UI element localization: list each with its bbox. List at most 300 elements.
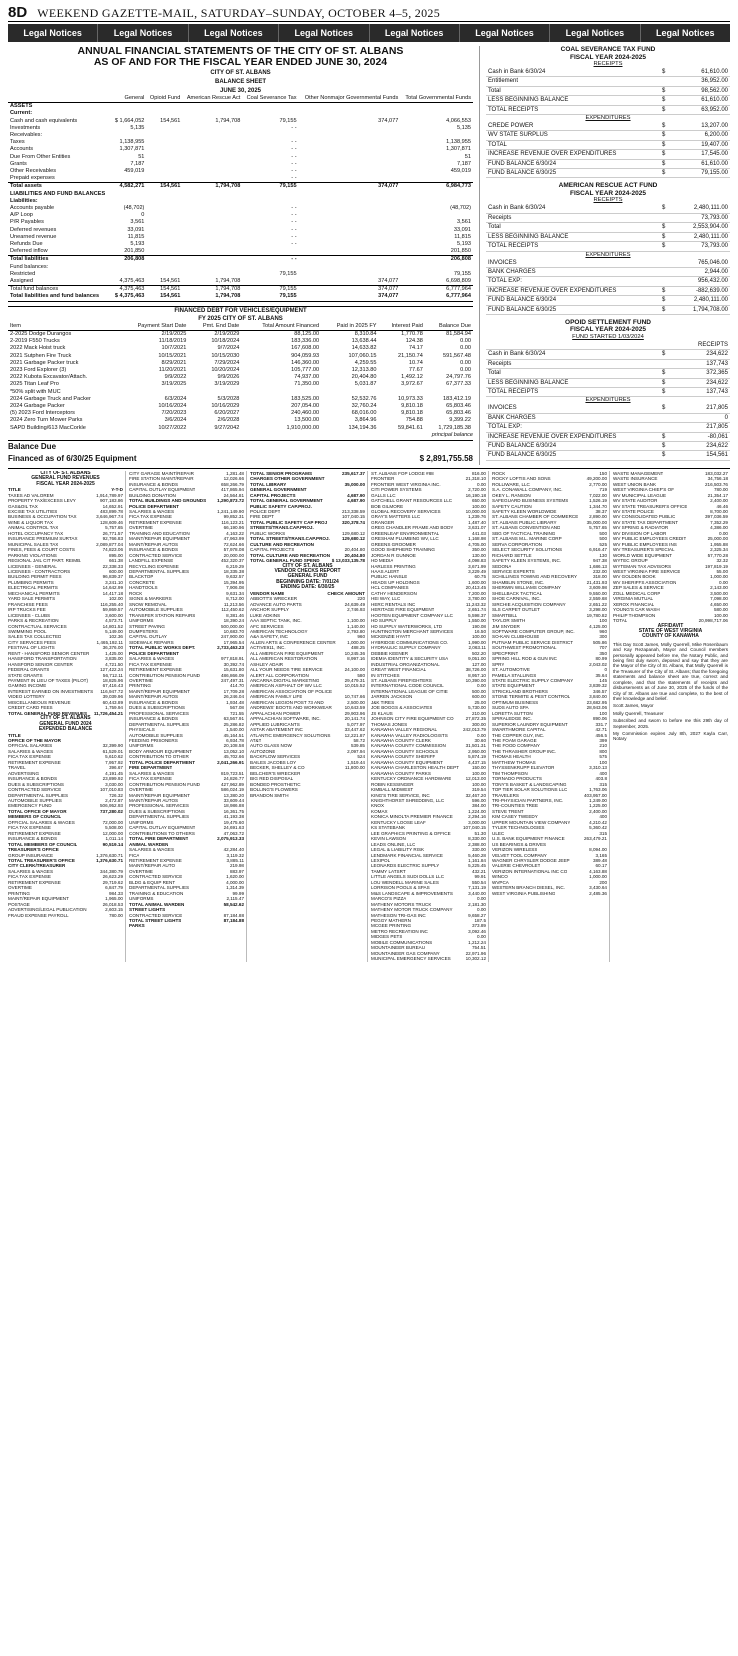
item-label: ADVERTISING [8,770,40,776]
item-amount: 2,950.00 [468,748,486,754]
item-amount: 719 [599,487,607,493]
fund-summaries [479,46,730,465]
item-amount: 452,320.37 [221,558,244,564]
table-cell [146,205,182,212]
row-amount: 36,952.00 [670,77,730,86]
row-label: BANK CHARGES [486,413,660,422]
item-label: WASTE MANAGEMENT [613,470,664,476]
table-cell [146,264,182,271]
item-amount: 3,241.10 [105,579,123,585]
newspaper-page [8,4,730,1652]
table-cell [400,175,473,183]
item-amount: 2,043.02 [589,661,607,667]
column-header: Pmt. End Date [188,323,241,331]
item-label: TOTAL CULTURE AND RECREATION [250,552,331,558]
item-label: CAPITAL OUTLAY [129,634,167,640]
table-cell [182,191,242,198]
table-cell: 7/20/2023 [161,410,187,417]
item-amount: 8,957.10 [468,672,486,678]
row-amount: 217,805 [670,404,730,413]
item-label: KIMBALL MIDWEST [371,787,414,793]
item-amount: 36,376.00 [102,645,123,651]
item-label: FICA TAX EXPENSE [8,754,51,760]
item-label: VERIZON INTERNATIONAL INC CO [492,868,568,874]
table-cell: 9/27/2042 [214,424,240,431]
row-amount: 73,793.00 [670,213,730,222]
item-amount: 1,990.00 [468,639,486,645]
item-label: TOTAL GENERAL FUND REVENUES [8,710,88,716]
item-amount: 35,000.00 [586,519,607,525]
item-amount: 580.00 [713,607,728,613]
table-cell [400,198,473,205]
table-cell: 6/3/2024 [164,395,187,402]
item-amount: 483,899.78 [100,508,123,514]
column-header: Interest Paid [379,323,425,331]
item-amount: 72,624.66 [223,541,244,547]
table-cell: SAPD Building/613 MacCorkle [10,424,86,431]
table-cell [182,146,242,153]
item-amount: 87,184.88 [223,912,244,918]
listing-heading: EXPENDED BALANCE [38,726,93,733]
balance-sheet-date: JUNE 30, 2025 [219,88,262,94]
table-cell [146,125,182,132]
table-cell: 206,808 [400,256,473,264]
item-label: BUSINESS & OCCUPATION TAX [8,514,77,520]
item-amount: 2,651.22 [589,601,607,607]
item-label: PROFESSIONAL SERVICES [129,803,189,809]
row-amount: 2,553,904.00 [670,223,730,232]
item-amount: 219.98 [229,863,244,869]
row-amount: 73,793.00 [670,242,730,251]
item-label: PARKING VIOLATIONS [8,552,57,558]
item-label: STATE EQUIPMENT [492,683,535,689]
item-label: KANAWHA COUNTY SHERIFF [371,754,436,760]
table-row [486,369,730,378]
item-label: UPPER MOUNTAIN VIEW COMPANY [492,819,571,825]
currency-sign: $ [660,204,670,213]
item-label: CITY SERVICES FEES [8,639,57,645]
item-label: CONTRACTED SERVICE [129,874,183,880]
item-label: GENERAL GOVERNMENT [250,487,307,493]
table-cell [111,110,146,117]
item-label: AMERICAN ASPHALT OF WV LLC [250,683,322,689]
item-label: MOBILE COMMUNICATIONS [371,939,433,945]
column-header: Coal Severance Tax [242,95,298,103]
item-amount: 235,617.37 [342,470,365,476]
item-amount: 2,294.16 [468,814,486,820]
item-amount: 150.00 [471,765,486,771]
item-label: PHYSICALS [129,727,155,733]
item-amount: 396.67 [108,765,123,771]
table-cell: 7/29/2024 [214,359,240,366]
table-cell: 154,561 [160,117,181,124]
table-cell: 65,803.46 [446,410,471,417]
item-label: STATE GRANTS [8,672,43,678]
item-label: POSTAGE [8,901,30,907]
table-cell: 4,259.55 [354,359,377,366]
item-amount: 8,330.00 [468,836,486,842]
table-cell [400,264,473,271]
item-label: REGIONAL JAIL CIT PART. REIMB. [8,558,82,564]
item-amount: 57,978.08 [223,547,244,553]
item-label: RICHARD SETTLE [492,552,532,558]
item-label: GREENS GROOMER [371,541,416,547]
item-amount: 116,255.40 [100,601,123,607]
table-row [486,131,730,140]
table-row [486,378,730,387]
item-amount: 2,115.47 [226,896,244,902]
item-amount: 16,361.75 [223,808,244,814]
table-cell: 1,794,708 [182,293,242,301]
table-cell: 1,910,000.00 [286,424,320,431]
item-amount: 947.38 [592,558,607,564]
table-cell: 1,794,708 [215,117,241,124]
table-cell [299,110,401,117]
row-label: TOTAL [486,140,660,149]
item-amount: 1,620.00 [226,874,244,880]
financed-debt-table [8,323,473,432]
item-amount: 389.48 [592,857,607,863]
item-amount: 35,000.00 [344,481,365,487]
item-label: RENT - HANSFORD SENIOR CENTER [8,650,90,656]
item-label: WAGNER CHRYSLER DODGE JEEP [492,857,570,863]
table-cell: 9/9/2026 [217,374,240,381]
row-label: TOTAL RECEIPTS [486,242,660,251]
item-amount: 2,143.00 [710,585,728,591]
item-amount: 1,224.00 [468,808,486,814]
item-amount: 2,793.80 [347,628,365,634]
table-cell: P/R Payables [10,219,44,226]
item-amount: 4,210.42 [589,819,607,825]
item-label: VENDOR NAME [250,590,285,596]
item-amount: 51.30 [474,830,486,836]
row-label: TOTAL RECEIPTS [486,105,660,114]
item-amount: 417,865.94 [221,487,244,493]
row-amount: 19,407.00 [670,140,730,149]
table-row [486,150,730,159]
table-cell: 8,310.84 [354,330,377,337]
item-amount: 2,890.00 [589,514,607,520]
list-item [129,923,244,928]
item-label: WEST VIRGINIA CHIEF'S OF [613,487,675,493]
table-cell [111,264,146,271]
item-label: KANAWHA VALLEY REGIONAL [371,727,438,733]
item-label: SPRING HILL ROD & GUN INC [492,656,557,662]
item-label: LORRISON POOLS & SPAS [371,885,430,891]
table-row [8,381,473,388]
table-cell [111,103,146,111]
item-amount: 145 [599,678,607,684]
item-label: DEPARTMENTAL SUPPLIES [129,568,190,574]
table-cell: 33,091 [453,226,471,233]
row-amount: 0 [670,413,730,422]
item-amount: 0.00 [477,934,486,940]
item-amount: 4,687.90 [347,498,365,504]
item-label: YARD SALE PERMITS [8,596,56,602]
row-amount: 154,561 [670,451,730,460]
item-amount: 5,225.45 [468,863,486,869]
table-cell [111,198,146,205]
table-cell: 24,797.76 [446,374,471,381]
item-amount: 107,010.83 [100,787,123,793]
table-cell [182,212,242,219]
item-amount: 90,519.14 [102,841,123,847]
list-item [250,733,365,738]
table-cell [111,191,146,198]
item-label: MECHANICAL PERMITS [8,590,60,596]
fund-block [486,319,730,461]
item-amount: 331.7 [595,721,607,727]
currency-sign: $ [660,105,670,114]
item-label: LICENSES - GENERAL [8,563,57,569]
item-label: ABBOTT'S WRECKER [250,596,298,602]
table-cell [146,161,182,168]
upper-section [8,46,730,465]
table-row [8,103,473,111]
item-label: SPIRALEDGE INC. [492,716,532,722]
item-label: STATE ELECTRIC SUPPLY COMPANY [492,678,574,684]
item-label: KANAWHA COUNTY COMMISSION [371,743,446,749]
item-label: PROFESSIONAL SERVICES [129,710,189,716]
item-label: GRANGER [371,519,395,525]
currency-sign [660,277,670,286]
table-row [486,140,730,149]
item-label: FEDERAL GRANTS [8,667,50,673]
item-label: TITLE [8,732,21,738]
table-cell [400,191,473,198]
table-cell: 79,155 [453,270,471,277]
fund-year: FISCAL YEAR 2024-2025 [570,53,646,61]
item-amount: 34,756.18 [707,476,728,482]
table-cell [146,212,182,219]
item-label: SUPERIOR LAUNDRY EQUIPMENT [492,721,568,727]
item-label: INSURANCE & BONDS [129,547,179,553]
item-label: CONTRACTUAL SERVICES [8,623,67,629]
item-label: DUES & SUBSCRIPTIONS [129,808,185,814]
item-label: TOP TIER SOLAR SOLUTIONS LLC [492,787,568,793]
table-row [486,86,730,95]
row-amount: 234,622 [670,350,730,359]
item-label: DEPARTMENTAL SUPPLIES [129,721,190,727]
table-cell: - - [291,160,297,167]
column-header: Item [8,323,119,331]
item-amount: 24,691.63 [223,825,244,831]
item-amount: 0 [604,667,607,673]
item-label: PARKS [129,923,145,929]
item-amount: 4,163.88 [589,868,607,874]
item-label: PLUMBING PERMITS [8,579,54,585]
item-amount: 18,825.96 [102,678,123,684]
item-label: GRAY'S MATTERS LLC [371,514,421,520]
table-cell [242,103,298,111]
item-amount: 10,245.36 [344,650,365,656]
table-cell: 13,638.44 [351,338,377,345]
table-cell: 1,138,955 [446,139,471,146]
item-label: MAINT/REPAIR AUTOS [129,541,179,547]
item-label: WINCO [492,874,508,880]
table-row [8,264,473,271]
item-label: TREASURER'S OFFICE [8,847,59,853]
item-label: MCGEE PRINTING [371,923,412,929]
item-amount: 4,098.83 [468,558,486,564]
table-cell: - - [291,168,297,175]
item-amount: 403.8 [595,776,607,782]
item-amount: 350.00 [471,547,486,553]
item-label: WV STATE AUDITOR [613,498,658,504]
item-label: J&K TIRES [371,699,395,705]
item-amount: 399 [599,738,607,744]
table-cell [299,146,401,153]
item-label: TOTAL FIRE DEPARTMENT [129,836,189,842]
fund-year: FISCAL YEAR 2024-2025 [570,189,646,197]
item-amount: 29,719.62 [102,879,123,885]
item-amount: 1,000.00 [347,639,365,645]
affidavit-text: My Commission expires July 8th, 2027 Kayla Carr, Notary [613,730,728,742]
table-cell: 12,313.80 [351,366,377,373]
item-amount: 60,443.89 [102,699,123,705]
table-cell [242,191,298,198]
item-label: ANCARNA DIGITAL MARKETING [250,678,320,684]
item-label: ST. AUTOMOTIVE [492,667,530,673]
item-label: SERVICE EXPERTS [492,568,535,574]
item-amount: 8,997.16 [347,656,365,662]
item-label: CITY GARAGE MAINT/REPAIR [129,470,194,476]
item-label: CONTRIBUTION PENSION FUND [129,672,200,678]
item-amount: 107,040.15 [463,825,486,831]
item-label: LENDMARK FINANCIAL SERVICE [371,852,443,858]
row-label: FUND BALANCE 6/30/24 [486,159,660,168]
item-amount: 1,225.00 [589,803,607,809]
item-label: IRP TRUCKS FEE [8,607,46,613]
item-amount: 6,916.47 [589,547,607,553]
item-label: SALES TAX COLLECTED [8,634,62,640]
table-cell: Other Receivables [10,168,57,175]
banner-label: Legal Notices [550,24,640,42]
item-label: MAINT/REPAIR EQUIPMENT [8,896,69,902]
row-amount: 6,200.00 [670,131,730,140]
item-label: U.S. BANK EQUIPMENT FINANCE [492,836,565,842]
table-row [8,360,473,367]
table-cell [182,234,242,241]
table-row [486,451,730,460]
item-amount: 100 [599,759,607,765]
table-row [486,204,730,213]
banner-label: Legal Notices [370,24,460,42]
item-label: MOUNTAINEER GAS COMPANY [371,950,440,956]
table-cell: 1,729,185.38 [438,424,471,431]
table-cell [182,227,242,234]
item-label: TOTAL STREETS/TRANS.CAP.PROJ. [250,536,330,542]
table-row [8,256,473,264]
table-cell: 2/19/2025 [161,330,187,337]
item-label: WEST VIRGINIA PUBLISHING [492,890,556,896]
item-label: WV TREASURER'S SPECIAL [613,547,675,553]
item-amount: 24,639.49 [344,601,365,607]
table-cell: 2024 Zero Turn Mower Parks [10,417,83,424]
item-label: HUNTINGTON MERCHANT SERVICES [371,628,454,634]
table-cell: 2/6/2028 [217,417,240,424]
table-cell: Total assets [8,183,111,191]
table-row [8,161,473,168]
item-label: M&S LANDSCAPE & IMPROVEMENTS [371,890,453,896]
item-amount: 441.03 [471,530,486,536]
table-row [8,367,473,374]
item-label: ATLANTIC EMERGENCY SOLUTIONS [250,732,331,738]
currency-sign: $ [660,68,670,77]
item-amount: 4,687.90 [347,492,365,498]
item-amount: 3,440.00 [468,890,486,896]
item-amount: 100 [599,618,607,624]
item-amount: 9,658.27 [468,912,486,918]
item-label: MUNICIPAL SALES TAX [8,541,59,547]
item-amount: 38,726.00 [465,667,486,673]
item-label: BUILDING PERMIT FEES [8,574,62,580]
item-label: ELECTRICAL PERMITS [8,585,58,591]
affidavit-text: Scott James, Mayor [613,703,654,709]
item-amount: 19,780.82 [586,612,607,618]
item-label: ROLLIWARE, LLC [492,481,530,487]
item-amount: 2,720.00 [468,487,486,493]
table-row [8,219,473,226]
item-label: KNIGHTHORST SHREDDING, LLC [371,798,445,803]
table-row [486,404,730,413]
item-amount: 456.5 [595,732,607,738]
item-label: PARKS & RECREATION [8,618,59,624]
item-label: FIRE STATION MAINT/REPAIR [129,476,194,482]
item-label: BOLLING'S FLOWERS [250,787,298,793]
annual-subtitle: AS OF AND FOR THE FISCAL YEAR ENDED JUNE 30, 2024 [93,56,388,68]
item-label: JORDAN R GUNNOE [371,552,416,558]
item-label: TAMMY LATSRT [371,868,406,874]
item-amount: 7,098.00 [710,596,728,602]
table-cell [146,139,182,146]
item-label: HD SUPPLY WATERWORKS, LTD [371,623,443,629]
table-row [8,345,473,352]
item-amount: 8,712.00 [226,596,244,602]
table-cell [242,198,298,205]
item-label: GOOD SHEPHERD TRAINING [371,547,435,553]
item-label: LICENSES - CONTRACTORS [8,568,71,574]
item-amount: 130 [599,552,607,558]
table-cell: 4,066,553 [446,117,471,124]
item-label: VELVET TOOL COMPANY [492,852,547,858]
table-cell: 591,567.48 [443,352,471,359]
item-label: AUTOMOBILE SUPPLIES [129,732,183,738]
item-label: SHELLBACK TACTICAL [492,590,543,596]
table-cell [299,212,401,219]
table-row [8,191,473,198]
item-amount: 1,465,192.11 [96,639,123,645]
table-cell: 65,803.46 [446,402,471,409]
item-amount: 596.00 [471,798,486,803]
table-cell: Unearned revenue [10,233,57,240]
table-cell [299,125,401,132]
item-label: HANSFORD TRANSPORTATION [8,656,77,662]
item-label: ALL YOUR NEEDS TIRE SERVICE [250,667,323,673]
item-amount: 737,280.02 [100,808,123,814]
table-cell [299,234,401,241]
item-amount: 300 [599,634,607,640]
table-row [8,168,473,175]
item-amount: 3,839.32 [589,683,607,689]
table-cell [146,110,182,117]
item-amount: 600.00 [108,568,123,574]
item-label: UNIFORMS [129,896,154,902]
item-label: BIG RED DISPOSAL [250,776,294,782]
table-cell [299,154,401,161]
item-label: TORNADO PRODUCTS [492,776,542,782]
item-amount: 0.00 [477,907,486,913]
